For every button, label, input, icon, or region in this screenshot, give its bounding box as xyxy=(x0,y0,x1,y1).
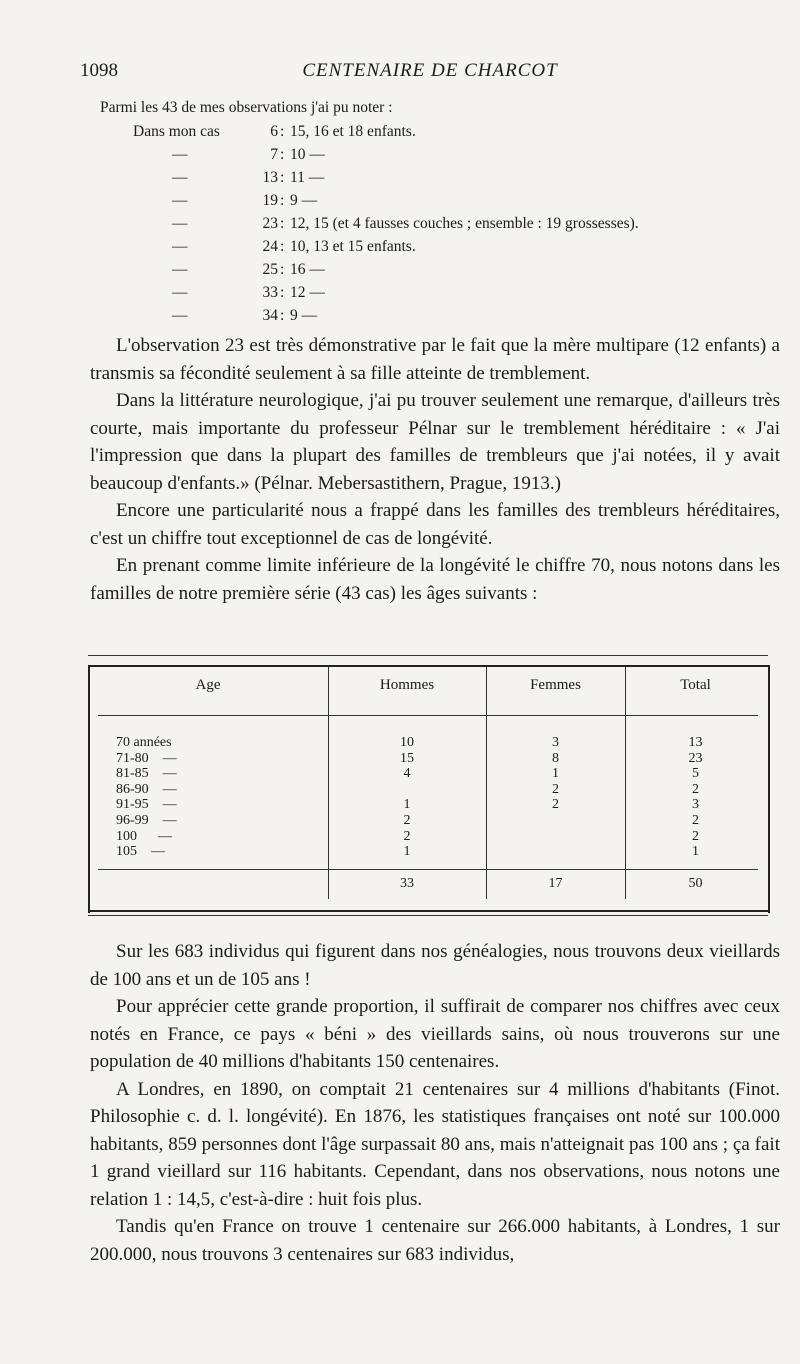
hommes-cell xyxy=(328,782,486,798)
colon: : xyxy=(280,146,285,163)
paragraph: A Londres, en 1890, on comptait 21 centenaires sur 4 millions d'habitants (Finot. Philosophie c. d. l. longévité). En 1876, les statistiques françaises ont noté sur 100.000 habitants, 859 personnes dont l'âge surpassait 80 ans, mais n'atteignait pas 100 ans ; ça fait 1 grand vieillard sur 116 habitants. Cependant, dans nos observations, nous notons une relation 1 : 14,5, c'est-à-dire : huit fois plus. xyxy=(90,1078,780,1210)
colon: : xyxy=(280,192,285,209)
table-top-rule xyxy=(88,655,768,656)
observation-number: 34 xyxy=(262,307,278,324)
total-cell: 2 xyxy=(692,828,699,844)
observations-list xyxy=(100,96,780,327)
age-cell: 91-95 — xyxy=(116,797,177,813)
observation-number: 19 xyxy=(262,192,278,209)
ditto-dash: — xyxy=(172,146,188,163)
hommes-cell: 1 xyxy=(403,844,411,860)
observation-number: 6 xyxy=(270,123,278,140)
ditto-dash: — xyxy=(172,192,188,209)
observation-number: 25 xyxy=(262,261,278,278)
total-column xyxy=(625,735,766,860)
observation-value: 11 — xyxy=(290,169,325,186)
paragraph: Sur les 683 individus qui figurent dans nos généalogies, nous trouvons deux vieillards de 100 ans et un de 105 ans ! xyxy=(90,941,780,990)
observation-row xyxy=(100,143,780,166)
paragraph: En prenant comme limite inférieure de la longévité le chiffre 70, nous notons dans les familles de notre première série (43 cas) les âges suivants : xyxy=(90,555,780,604)
hommes-cell: 1 xyxy=(403,797,411,813)
header-age: Age xyxy=(195,677,221,693)
femmes-cell xyxy=(486,813,625,829)
total-cell: 13 xyxy=(688,735,703,750)
observation-value: 10, 13 et 15 enfants. xyxy=(290,238,416,255)
femmes-cell xyxy=(486,829,625,845)
colon: : xyxy=(280,215,285,232)
table-bottom-rule-thick xyxy=(88,910,768,912)
observation-row xyxy=(100,212,780,235)
age-cell: 86-90 — xyxy=(116,781,177,797)
ditto-dash: — xyxy=(172,307,188,324)
total-hommes: 33 xyxy=(400,876,414,891)
observation-number: 24 xyxy=(262,238,278,255)
observation-row xyxy=(100,235,780,258)
hommes-cell: 10 xyxy=(400,735,414,750)
total-femmes: 17 xyxy=(548,876,563,891)
paragraph: Pour apprécier cette grande proportion, il suffirait de comparer nos chiffres avec ceux notés en France, ce pays « béni » des vieillards sains, où nous trouverons sur une population de 40 millions d'habitants 150 centenaires. xyxy=(90,996,780,1072)
header-hommes: Hommes xyxy=(379,677,435,693)
observation-number: 7 xyxy=(270,146,278,163)
total-cell: 2 xyxy=(692,781,699,797)
age-cell: 100 — xyxy=(116,828,172,844)
total-cell: 23 xyxy=(688,750,703,766)
ditto-dash: — xyxy=(172,169,188,186)
femmes-cell xyxy=(486,844,625,860)
femmes-column xyxy=(486,735,625,860)
femmes-cell: 2 xyxy=(552,797,559,813)
observation-row xyxy=(100,281,780,304)
total-cell: 1 xyxy=(692,844,699,860)
observation-number: 33 xyxy=(262,284,278,301)
table-bottom-rule xyxy=(88,915,768,916)
ditto-dash: — xyxy=(172,238,188,255)
observation-row xyxy=(100,120,780,143)
paragraph: L'observation 23 est très démonstrative par le fait que la mère multipare (12 enfants) a transmis sa fécondité seulement à sa fille atteinte de tremblement. xyxy=(90,335,780,384)
totals-rule xyxy=(98,869,758,870)
header-rule xyxy=(98,715,758,716)
age-cell: 81-85 — xyxy=(116,766,177,782)
total-cell: 3 xyxy=(692,797,699,813)
paragraph: Dans la littérature neurologique, j'ai pu trouver seulement une remarque, d'ailleurs très courte, mais importante du professeur Pélnar sur le tremblement héréditaire : « J'ai l'impression que dans la plupart des familles de trembleurs que j'ai notées, il y avait beaucoup d'enfants.» (Pélnar. Mebersastithern, Prague, 1913.) xyxy=(90,390,780,494)
hommes-cell: 15 xyxy=(400,750,414,766)
running-head: CENTENAIRE DE CHARCOT xyxy=(302,60,558,81)
paragraph: Encore une particularité nous a frappé dans les familles des trembleurs héréditaires, c'est un chiffre tout exceptionnel de cas de longévité. xyxy=(90,500,780,549)
colon: : xyxy=(280,284,285,301)
observation-prefix: Dans mon cas xyxy=(133,123,220,140)
observation-number: 13 xyxy=(262,169,278,186)
header-total: Total xyxy=(680,677,711,693)
observation-row xyxy=(100,304,780,327)
total-cell: 2 xyxy=(692,812,699,828)
femmes-cell: 8 xyxy=(552,750,559,766)
age-column xyxy=(116,735,316,860)
colon: : xyxy=(280,238,285,255)
observation-value: 12, 15 (et 4 fausses couches ; ensemble : 19 grossesses). xyxy=(290,215,639,232)
observation-row xyxy=(100,166,780,189)
colon: : xyxy=(280,307,285,324)
page-number: 1098 xyxy=(80,60,118,81)
observation-value: 10 — xyxy=(290,146,325,163)
ditto-dash: — xyxy=(172,215,188,232)
femmes-cell: 3 xyxy=(552,735,559,750)
hommes-cell: 2 xyxy=(403,812,411,828)
age-cell: 105 — xyxy=(116,844,165,860)
ditto-dash: — xyxy=(172,284,188,301)
longevity-table xyxy=(88,655,768,917)
page-header xyxy=(80,60,780,86)
age-cell: 70 années xyxy=(116,735,172,750)
header-femmes: Femmes xyxy=(530,677,581,693)
prose-bottom xyxy=(90,938,780,1268)
observation-value: 16 — xyxy=(290,261,325,278)
observation-value: 15, 16 et 18 enfants. xyxy=(290,123,416,140)
prose-top xyxy=(90,332,780,607)
femmes-cell: 1 xyxy=(552,766,559,782)
ditto-dash: — xyxy=(172,261,188,278)
colon: : xyxy=(280,169,285,186)
observation-value: 9 — xyxy=(290,307,318,324)
observation-row xyxy=(100,258,780,281)
observation-value: 12 — xyxy=(290,284,325,301)
paragraph: Tandis qu'en France on trouve 1 centenaire sur 266.000 habitants, à Londres, 1 sur 200.000, nous trouvons 3 centenaires sur 683 individus, xyxy=(90,1216,780,1265)
femmes-cell: 2 xyxy=(552,781,559,797)
observation-value: 9 — xyxy=(290,192,318,209)
age-cell: 96-99 — xyxy=(116,812,177,828)
observation-number: 23 xyxy=(262,215,278,232)
observations-intro: Parmi les 43 de mes observations j'ai pu noter : xyxy=(100,99,393,116)
observation-row xyxy=(100,189,780,212)
hommes-column xyxy=(328,735,486,860)
hommes-cell: 4 xyxy=(403,766,411,782)
total-total: 50 xyxy=(688,876,703,891)
total-cell: 5 xyxy=(692,766,699,782)
age-cell: 71-80 — xyxy=(116,750,177,766)
colon: : xyxy=(280,123,285,140)
colon: : xyxy=(280,261,285,278)
hommes-cell: 2 xyxy=(403,828,411,844)
